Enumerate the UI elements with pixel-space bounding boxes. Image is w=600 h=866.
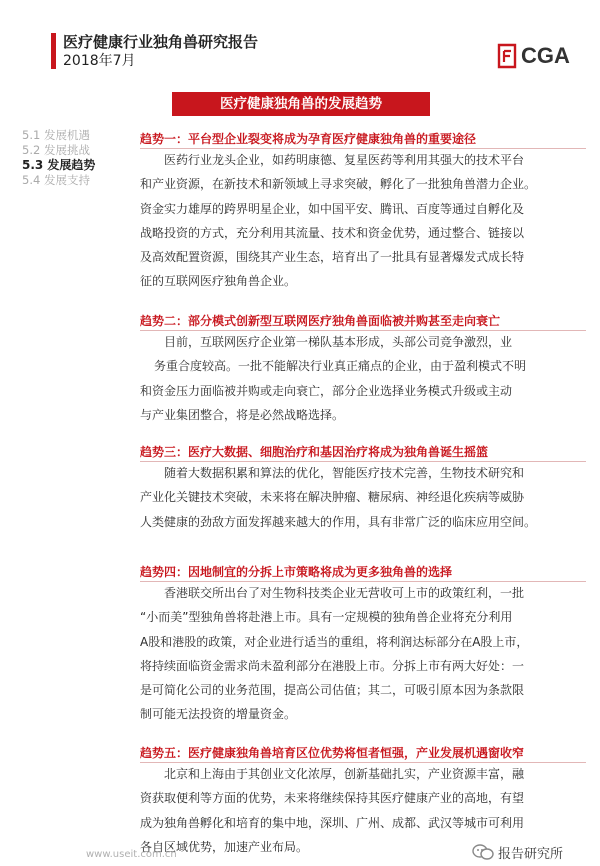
trend-2-divider: [140, 330, 586, 331]
trend-4-divider: [140, 581, 586, 582]
trend-4-line: “小而美”型独角兽将赴港上市。具有一定规模的独角兽企业将充分利用: [140, 610, 513, 625]
trend-3: [140, 443, 586, 534]
trend-1-line: 医药行业龙头企业，如药明康德、复星医药等利用其强大的技术平台: [164, 153, 525, 167]
report-title: 医疗健康行业独角兽研究报告: [63, 33, 259, 51]
trend-1: [140, 130, 586, 294]
trend-2-line: 目前，互联网医疗企业第一梯队基本形成，头部公司竞争激烈，业: [164, 335, 513, 349]
trend-1-heading: 趋势一：平台型企业裂变将成为孕育医疗健康独角兽的重要途径: [140, 132, 477, 146]
trend-1-divider: [140, 148, 586, 149]
trend-5-line: 北京和上海由于其创业文化浓厚，创新基础扎实，产业资源丰富，融: [164, 767, 525, 781]
trend-3-line: 人类健康的劲敌方面发挥越来越大的作用，具有非常广泛的临床应用空间。: [140, 514, 537, 529]
trend-2-line: 与产业集团整合，将是必然战略选择。: [140, 407, 345, 422]
watermark-url: www.useit.com.cn: [86, 849, 177, 860]
nav-item-5-4[interactable]: 5.4 发展支持: [22, 173, 90, 187]
trend-1-line: 征的互联网医疗独角兽企业。: [140, 274, 297, 289]
wechat-icon: [472, 843, 494, 861]
trend-5-heading: 趋势五：医疗健康独角兽培育区位优势将恒者恒强，产业发展机遇窗收窄: [140, 746, 525, 760]
trend-4-heading: 趋势四：因地制宜的分拆上市策略将成为更多独角兽的选择: [140, 565, 453, 579]
trend-4-line: 制可能无法投资的增量资金。: [140, 707, 297, 722]
trend-4: [140, 563, 586, 727]
trend-4-line: 将持续面临资金需求尚未盈利部分在港股上市。分拆上市有两大好处：一: [140, 658, 525, 673]
trend-1-line: 战略投资的方式，充分利用其流量、技术和资金优势，通过整合、链接以: [140, 225, 525, 240]
nav-item-5-2[interactable]: 5.2 发展挑战: [22, 143, 90, 157]
nav-item-5-1[interactable]: 5.1 发展机遇: [22, 128, 90, 142]
trend-4-line: A股和港股的政策，对企业进行适当的重组，将利润达标部分在A股上市，: [140, 634, 529, 649]
trend-1-line: 及高效配置资源，围绕其产业生态，培育出了一批具有显著爆发式成长特: [140, 250, 525, 265]
section-banner: 医疗健康独角兽的发展趋势: [172, 92, 430, 116]
trend-3-line: 产业化关键技术突破，未来将在解决肿瘤、糖尿病、神经退化疾病等威胁: [140, 490, 525, 505]
header-accent-bar: [51, 33, 56, 69]
trend-3-divider: [140, 461, 586, 462]
trend-2-heading: 趋势二：部分模式创新型互联网医疗独角兽面临被并购甚至走向衰亡: [140, 314, 501, 328]
watermark-source-text: 报告研究所: [498, 846, 564, 862]
trend-5-line: 成为独角兽孵化和培育的集中地，深圳、广州、成都、武汉等城市可利用: [140, 815, 525, 830]
trend-3-line: 随着大数据积累和算法的优化，智能医疗技术完善，生物技术研究和: [164, 466, 525, 480]
cga-logo-icon: [496, 43, 518, 69]
trend-2-line: 和资金压力面临被并购或走向衰亡，部分企业选择业务模式升级或主动: [140, 383, 513, 398]
section-nav: [22, 128, 95, 188]
nav-item-5-3[interactable]: 5.3 发展趋势: [22, 158, 96, 172]
logo-text: CGA: [521, 43, 570, 68]
trend-5-line: 各自区域优势，加速产业布局。: [140, 839, 309, 854]
watermark-source: [472, 841, 563, 863]
trend-4-line: 是可简化公司的业务范围，提高公司估值；其二，可吸引原本因为条款限: [140, 683, 525, 698]
trend-1-line: 资金实力雄厚的跨界明星企业，如中国平安、腾讯、百度等通过自孵化及: [140, 201, 525, 216]
trend-3-heading: 趋势三：医疗大数据、细胞治疗和基因治疗将成为独角兽诞生摇篮: [140, 445, 489, 459]
report-date: 2018年7月: [63, 53, 136, 69]
trend-4-line: 香港联交所出台了对生物科技类企业无营收可上市的政策红利，一批: [164, 586, 525, 600]
trend-5-line: 资获取便利等方面的优势，未来将继续保持其医疗健康产业的高地，有望: [140, 791, 525, 806]
trend-1-line: 和产业资源，在新技术和新领域上寻求突破，孵化了一批独角兽潜力企业。: [140, 177, 537, 192]
trend-2-line: 务重合度较高。一批不能解决行业真正痛点的企业，由于盈利模式不明: [154, 359, 527, 374]
trend-5-divider: [140, 762, 586, 763]
cga-logo: [496, 42, 576, 70]
